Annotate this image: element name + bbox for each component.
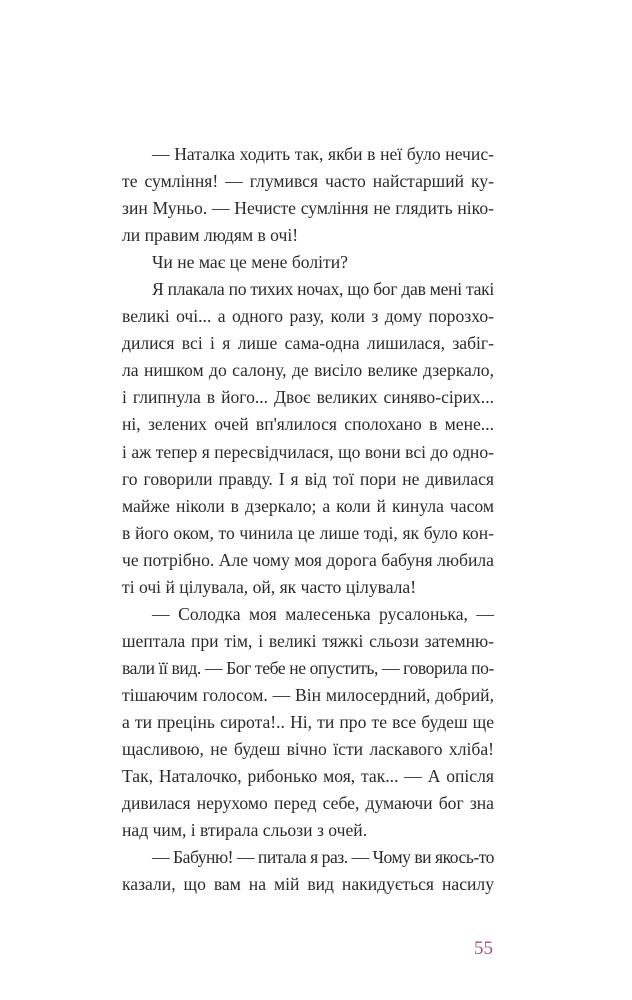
text-line: дивилася нерухомо перед себе, думаючи бог зна bbox=[122, 793, 494, 814]
text-line: а ти прецінь сирота!.. Ні, ти про те все будеш ще bbox=[122, 711, 494, 732]
text-line: щасливою, не будеш вічно їсти ласкавого хліба! bbox=[122, 739, 494, 760]
text-line: ли правим людям в очі! bbox=[122, 225, 299, 246]
text-line: над чим, і втирала сльози з очей. bbox=[122, 820, 368, 841]
text-line: — Солодка моя малесенька русалонька, — bbox=[152, 603, 494, 624]
text-line: тішаючим голосом. — Він милосердний, добрий, bbox=[122, 684, 494, 705]
text-line: майже ніколи в дзеркало; а коли й кинула часом bbox=[122, 495, 494, 516]
page-number: 55 bbox=[474, 938, 493, 959]
text-line: зин Муньо. — Нечисте сумління не глядить ніко- bbox=[122, 198, 494, 219]
text-line: — Наталка ходить так, якби в неї було нечис- bbox=[152, 144, 494, 164]
text-line: і аж тепер я пересвідчилася, що вони всі до одно- bbox=[122, 441, 494, 462]
text-line: го говорили правду. І я від тої пори не дивилася bbox=[122, 468, 494, 489]
text-line: че потрібно. Але чому моя дорога бабуня любила bbox=[122, 549, 494, 570]
text-line: те сумління! — глумився часто найстарший ку- bbox=[122, 171, 494, 192]
text-line: Я плакала по тихих ночах, що бог дав мені такі bbox=[152, 279, 494, 300]
text-line: ті очі й цілувала, ой, як часто цілувала! bbox=[122, 576, 417, 597]
text-line: Так, Наталочко, рибонько моя, так... — А опісля bbox=[122, 766, 494, 787]
text-line: в його оком, то чинила це лише тоді, як було кон- bbox=[122, 522, 494, 543]
text-line: — Бабуню! — питала я раз. — Чому ви якось-то bbox=[152, 847, 494, 868]
text-line: ні, зелених очей вп'ялилося сполохано в мене... bbox=[122, 414, 494, 435]
text-line: великі очі... а одного разу, коли з дому порозхо- bbox=[122, 306, 494, 327]
text-line: шептала при тім, і великі тяжкі сльози затемню- bbox=[122, 630, 494, 651]
text-line: Чи не має це мене боліти? bbox=[152, 252, 348, 273]
book-page-text bbox=[122, 141, 494, 898]
text-line: і глипнула в його... Двоє великих синяво-сірих... bbox=[122, 387, 494, 408]
text-line: ла нишком до салону, де висіло велике дзеркало, bbox=[122, 360, 494, 381]
text-line: дилися всі і я лише сама-одна лишилася, забіг- bbox=[122, 333, 494, 354]
text-line: казали, що вам на мій вид накидується насилу bbox=[122, 874, 494, 895]
text-line: вали її вид. — Бог тебе не опустить, — говорила по- bbox=[122, 657, 494, 678]
